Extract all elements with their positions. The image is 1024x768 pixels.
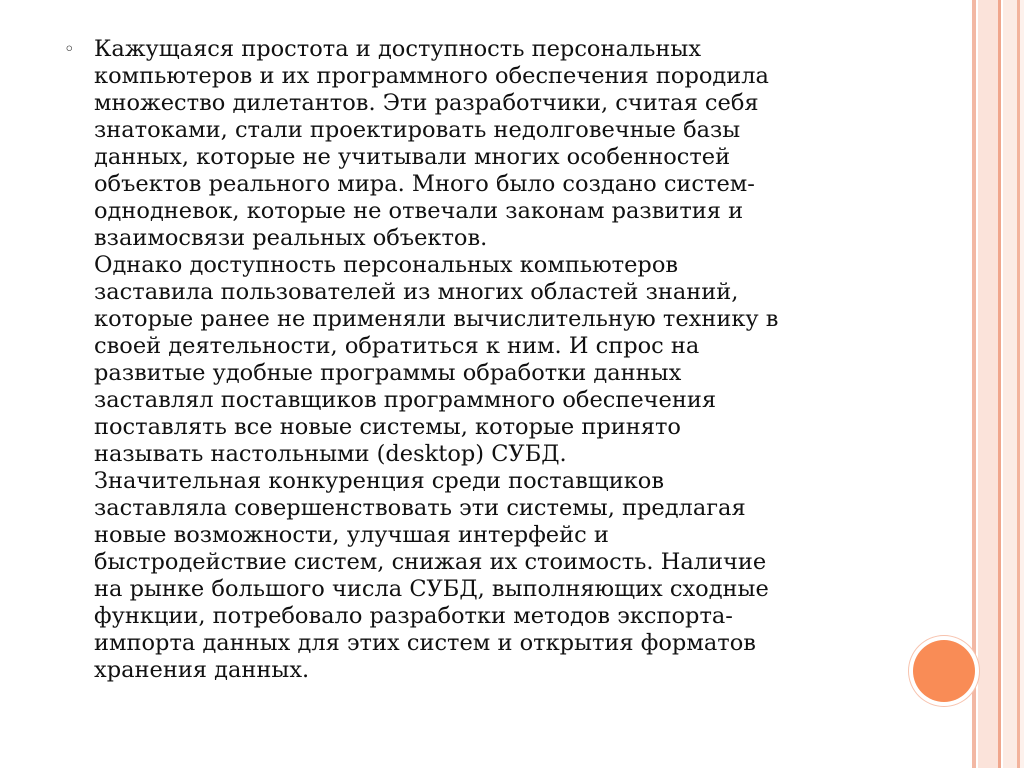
text-line: хранения данных. bbox=[94, 657, 310, 683]
text-line: Однако доступность персональных компьютеров bbox=[94, 252, 679, 278]
text-line: компьютеров и их программного обеспечения породила bbox=[94, 63, 769, 89]
stripe bbox=[998, 0, 1001, 768]
text-line: объектов реального мира. Много было создано систем- bbox=[94, 171, 755, 197]
paragraph-1 bbox=[64, 36, 894, 252]
paragraph-2 bbox=[64, 252, 894, 468]
stripe bbox=[972, 0, 976, 768]
text-line: Значительная конкуренция среди поставщиков bbox=[94, 468, 664, 494]
text-line: называть настольными (desktop) СУБД. bbox=[94, 441, 567, 467]
text-line: своей деятельности, обратиться к ним. И спрос на bbox=[94, 333, 700, 359]
text-line: развитые удобные программы обработки данных bbox=[94, 360, 682, 386]
text-line: Кажущаяся простота и доступность персональных bbox=[94, 36, 702, 62]
text-line: знатоками, стали проектировать недолговечные базы bbox=[94, 117, 741, 143]
text-line: импорта данных для этих систем и открытия форматов bbox=[94, 630, 756, 656]
text-line: множество дилетантов. Эти разработчики, считая себя bbox=[94, 90, 759, 116]
text-line: взаимосвязи реальных объектов. bbox=[94, 225, 488, 251]
text-line: функции, потребовало разработки методов экспорта- bbox=[94, 603, 733, 629]
text-line: быстродействие систем, снижая их стоимость. Наличие bbox=[94, 549, 767, 575]
stripe bbox=[1020, 0, 1024, 768]
text-line: заставляла совершенствовать эти системы, предлагая bbox=[94, 495, 746, 521]
bullet-icon: ◦ bbox=[64, 39, 75, 60]
stripe bbox=[978, 0, 998, 768]
paragraph-3 bbox=[64, 468, 894, 684]
text-line: новые возможности, улучшая интерфейс и bbox=[94, 522, 609, 548]
slide-body-text bbox=[64, 36, 894, 684]
text-line: данных, которые не учитывали многих особенностей bbox=[94, 144, 731, 170]
text-line: которые ранее не применяли вычислительную технику в bbox=[94, 306, 779, 332]
text-line: заставлял поставщиков программного обеспечения bbox=[94, 387, 717, 413]
stripe bbox=[1003, 0, 1017, 768]
decorative-orange-circle bbox=[913, 640, 975, 702]
text-line: заставила пользователей из многих областей знаний, bbox=[94, 279, 739, 305]
text-line: однодневок, которые не отвечали законам развития и bbox=[94, 198, 744, 224]
text-line: на рынке большого числа СУБД, выполняющих сходные bbox=[94, 576, 769, 602]
text-line: поставлять все новые системы, которые принято bbox=[94, 414, 681, 440]
decorative-side-stripes bbox=[972, 0, 1024, 768]
